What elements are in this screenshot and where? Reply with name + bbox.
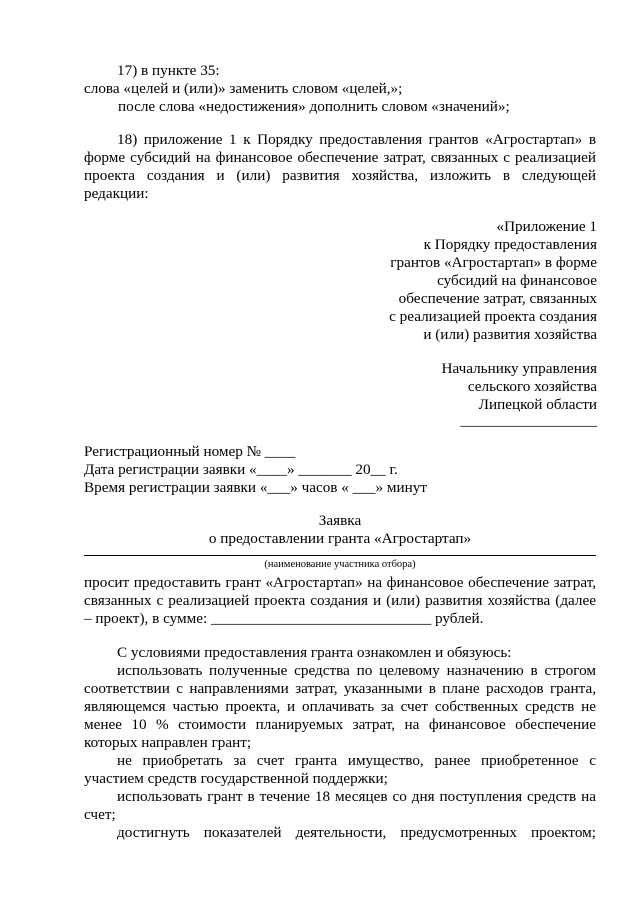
registration-date: Дата регистрации заявки «____» _______ 20__ г. bbox=[84, 461, 398, 478]
registration-time: Время регистрации заявки «___» часов « ___» минут bbox=[84, 479, 427, 496]
participant-name-line bbox=[84, 555, 596, 556]
application-body-line-1: просит предоставить грант «Агростартап» на финансовое обеспечение затрат, bbox=[84, 574, 596, 591]
obligations-intro: С условиями предоставления гранта ознакомлен и обязуюсь: bbox=[117, 644, 512, 661]
obligation-2-line-1: не приобретать за счет гранта имущество, ранее приобретенное с bbox=[117, 752, 596, 769]
addressee-line: Липецкой области bbox=[478, 396, 597, 413]
obligation-1-line-4: менее 10 % стоимости планируемых затрат, на финансовое обеспечение bbox=[84, 716, 596, 733]
addressee-line: Начальнику управления bbox=[441, 360, 597, 377]
appendix-line: грантов «Агростартап» в форме bbox=[390, 254, 597, 271]
application-subtitle: о предоставлении гранта «Агростартап» bbox=[208, 530, 472, 547]
participant-caption: (наименование участника отбора) bbox=[264, 559, 416, 570]
appendix-line: с реализацией проекта создания bbox=[389, 308, 597, 325]
appendix-line: субсидий на финансовое bbox=[437, 272, 597, 289]
appendix-line: «Приложение 1 bbox=[496, 218, 597, 235]
obligation-4-line-1: достигнуть показателей деятельности, предусмотренных проектом; bbox=[117, 824, 596, 841]
item-18-line-3: проекта создания и (или) развития хозяйства, изложить в следующей bbox=[84, 167, 596, 184]
item-18-line-4: редакции: bbox=[84, 185, 149, 202]
item-17-line-2: после слова «недостижения» дополнить словом «значений»; bbox=[118, 98, 510, 115]
obligation-1-line-5: которых направлен грант; bbox=[84, 734, 252, 751]
obligation-3-line-1: использовать грант в течение 18 месяцев со дня поступления средств на bbox=[117, 788, 596, 805]
item-18-line-1: 18) приложение 1 к Порядку предоставления грантов «Агростартап» в bbox=[117, 131, 596, 148]
application-body-line-2: связанных с реализацией проекта создания и (или) развития хозяйства (далее bbox=[84, 592, 596, 609]
appendix-line: к Порядку предоставления bbox=[423, 236, 597, 253]
obligation-1-line-2: соответствии с направлениями затрат, указанными в плане расходов гранта, bbox=[84, 680, 596, 697]
application-title: Заявка bbox=[318, 512, 362, 529]
appendix-line: и (или) развития хозяйства bbox=[423, 326, 597, 343]
appendix-line: обеспечение затрат, связанных bbox=[398, 290, 597, 307]
item-17-line-1: слова «целей и (или)» заменить словом «целей,»; bbox=[84, 80, 403, 97]
addressee-blank: __________________ bbox=[460, 412, 597, 429]
item-18-line-2: форме субсидий на финансовое обеспечение затрат, связанных с реализацией bbox=[84, 149, 596, 166]
registration-number: Регистрационный номер № ____ bbox=[84, 443, 296, 460]
application-body-line-3: – проект), в сумме: _____________________________ рублей. bbox=[84, 610, 484, 627]
addressee-line: сельского хозяйства bbox=[467, 378, 597, 395]
item-17-heading: 17) в пункте 35: bbox=[117, 62, 220, 79]
obligation-1-line-3: являющемся частью проекта, и оплачивать за счет собственных средств не bbox=[84, 698, 596, 715]
obligation-1-line-1: использовать полученные средства по целевому назначению в строгом bbox=[117, 662, 596, 679]
obligation-3-line-2: счет; bbox=[84, 806, 116, 823]
obligation-2-line-2: участием средств государственной поддержки; bbox=[84, 770, 388, 787]
